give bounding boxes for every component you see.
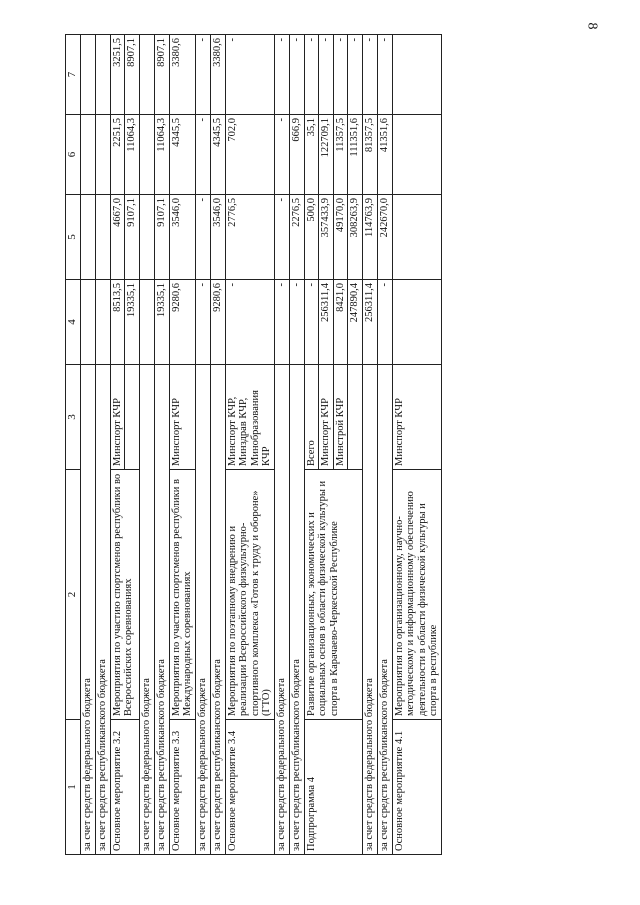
funding-value: - — [274, 115, 289, 195]
column-header: 2 — [66, 470, 81, 720]
amount-cell: 500,0 — [304, 195, 319, 280]
column-header: 6 — [66, 115, 81, 195]
funding-label: за счет средств республиканского бюджета — [289, 365, 304, 855]
funding-value — [80, 280, 95, 365]
amount-cell: 8907,1 — [125, 35, 140, 115]
funding-row — [362, 35, 377, 855]
amount-cell: 122709,1 — [319, 115, 334, 195]
funding-value: 11064,3 — [154, 115, 169, 195]
funding-value — [95, 35, 110, 115]
measure-description: Мероприятия по организационному, научно-методическому и информационному обеспечению деятельности в области физической культуры и спорта в республике — [392, 470, 441, 720]
funding-value — [95, 115, 110, 195]
funding-row — [80, 35, 95, 855]
funding-label: за счет средств республиканского бюджета — [377, 365, 392, 855]
funding-row — [195, 35, 210, 855]
funding-value: 9280,6 — [210, 280, 225, 365]
page-number: 8 — [584, 22, 600, 30]
funding-label: за счет средств федерального бюджета — [139, 365, 154, 855]
column-header: 5 — [66, 195, 81, 280]
measure-row — [225, 35, 274, 855]
funding-label: за счет средств республиканского бюджета — [95, 365, 110, 855]
measure-description: Мероприятия по поэтапному внедрению и реализации Всероссийского физкультурно-спортивного комплекса «Готов к труду и обороне» (ГТО) — [225, 470, 274, 720]
funding-row — [95, 35, 110, 855]
measure-name: Основное мероприятие 3.4 — [225, 720, 274, 855]
funding-value: 9107,1 — [154, 195, 169, 280]
funding-value: - — [195, 35, 210, 115]
measure-row — [169, 35, 195, 855]
funding-label: за счет средств федерального бюджета — [362, 365, 377, 855]
amount-cell: - — [319, 35, 334, 115]
funding-value: - — [274, 195, 289, 280]
header-row — [66, 35, 81, 855]
amount-cell: 308263,9 — [348, 195, 363, 280]
amount-cell: - — [304, 280, 319, 365]
funding-value — [139, 115, 154, 195]
funding-value: 3380,6 — [210, 35, 225, 115]
measure-name: Основное мероприятие 4.1 — [392, 720, 441, 855]
column-header: 4 — [66, 280, 81, 365]
funding-label: за счет средств федерального бюджета — [274, 365, 289, 855]
column-header: 7 — [66, 35, 81, 115]
amount-cell: 4345,5 — [169, 115, 195, 195]
funding-value: - — [195, 195, 210, 280]
funding-value: 2276,5 — [289, 195, 304, 280]
column-header: 3 — [66, 365, 81, 470]
funding-value: - — [274, 35, 289, 115]
amount-cell: 357433,9 — [319, 195, 334, 280]
amount-cell: 3380,6 — [169, 35, 195, 115]
table-body — [66, 35, 442, 855]
budget-table — [65, 34, 442, 855]
funding-value: - — [377, 35, 392, 115]
funding-row — [274, 35, 289, 855]
funding-value: 8907,1 — [154, 35, 169, 115]
funding-value: 81357,5 — [362, 115, 377, 195]
amount-cell: 247890,4 — [348, 280, 363, 365]
amount-cell: 19335,1 — [125, 280, 140, 365]
amount-cell: - — [348, 35, 363, 115]
funding-value — [80, 35, 95, 115]
funding-row — [210, 35, 225, 855]
amount-cell: 11357,5 — [333, 115, 348, 195]
funding-value — [95, 195, 110, 280]
amount-cell: 2776,5 — [225, 195, 274, 280]
executor-cell: Минстрой КЧР — [333, 365, 348, 470]
executor-cell: Минспорт КЧР — [169, 365, 195, 470]
funding-value: - — [274, 280, 289, 365]
funding-value — [139, 195, 154, 280]
funding-value: 256311,4 — [362, 280, 377, 365]
amount-cell: - — [333, 35, 348, 115]
column-header: 1 — [66, 720, 81, 855]
measure-name: Основное мероприятие 3.2 — [110, 720, 139, 855]
funding-value: 114763,9 — [362, 195, 377, 280]
amount-cell: 35,1 — [304, 115, 319, 195]
funding-label: за счет средств федерального бюджета — [80, 365, 95, 855]
executor-cell — [125, 365, 140, 470]
funding-value — [139, 280, 154, 365]
amount-cell: 702,0 — [225, 115, 274, 195]
amount-cell — [392, 195, 441, 280]
amount-cell: 256311,4 — [319, 280, 334, 365]
measure-row — [110, 35, 125, 855]
measure-row — [304, 35, 319, 855]
funding-value: - — [195, 280, 210, 365]
funding-row — [377, 35, 392, 855]
funding-label: за счет средств республиканского бюджета — [154, 365, 169, 855]
funding-value: - — [289, 35, 304, 115]
funding-value: 3546,0 — [210, 195, 225, 280]
funding-value — [80, 115, 95, 195]
funding-row — [289, 35, 304, 855]
amount-cell — [392, 280, 441, 365]
funding-value — [80, 195, 95, 280]
amount-cell: 9280,6 — [169, 280, 195, 365]
funding-row — [154, 35, 169, 855]
rotated-page — [65, 35, 617, 855]
executor-cell: Минспорт КЧР, Минздрав КЧР, Минобразования КЧР — [225, 365, 274, 470]
measure-description: Мероприятия по участию спортсменов республики в Международных соревнованиях — [169, 470, 195, 720]
amount-cell: 2251,5 — [110, 115, 125, 195]
amount-cell: 111351,6 — [348, 115, 363, 195]
amount-cell — [392, 35, 441, 115]
amount-cell: 3251,5 — [110, 35, 125, 115]
measure-description: Развитие организационных, экономических и социальных основ в области физической культуры и спорта в Карачаево-Черкесской Республике — [304, 470, 362, 720]
amount-cell: 4667,0 — [110, 195, 125, 280]
measure-name: Основное мероприятие 3.3 — [169, 720, 195, 855]
executor-cell — [348, 365, 363, 470]
measure-row — [392, 35, 441, 855]
funding-value — [95, 280, 110, 365]
measure-name: Подпрограмма 4 — [304, 720, 362, 855]
funding-value: - — [362, 35, 377, 115]
amount-cell — [392, 115, 441, 195]
amount-cell: - — [225, 35, 274, 115]
funding-label: за счет средств федерального бюджета — [195, 365, 210, 855]
amount-cell: 9107,1 — [125, 195, 140, 280]
funding-value: 242670,0 — [377, 195, 392, 280]
amount-cell: 8421,0 — [333, 280, 348, 365]
funding-row — [139, 35, 154, 855]
executor-cell: Минспорт КЧР — [392, 365, 441, 470]
funding-value: 666,9 — [289, 115, 304, 195]
funding-value: - — [377, 280, 392, 365]
amount-cell: 49170,0 — [333, 195, 348, 280]
amount-cell: 11064,3 — [125, 115, 140, 195]
funding-value: - — [195, 115, 210, 195]
amount-cell: 8513,5 — [110, 280, 125, 365]
amount-cell: 3546,0 — [169, 195, 195, 280]
amount-cell: - — [304, 35, 319, 115]
funding-value: 41351,6 — [377, 115, 392, 195]
executor-cell: Всего — [304, 365, 319, 470]
executor-cell: Минспорт КЧР — [110, 365, 125, 470]
funding-value: 4345,5 — [210, 115, 225, 195]
amount-cell: - — [225, 280, 274, 365]
executor-cell: Минспорт КЧР — [319, 365, 334, 470]
funding-value: - — [289, 280, 304, 365]
funding-label: за счет средств республиканского бюджета — [210, 365, 225, 855]
funding-value — [139, 35, 154, 115]
measure-description: Мероприятия по участию спортсменов республики во Всероссийских соревнованиях — [110, 470, 139, 720]
funding-value: 19335,1 — [154, 280, 169, 365]
